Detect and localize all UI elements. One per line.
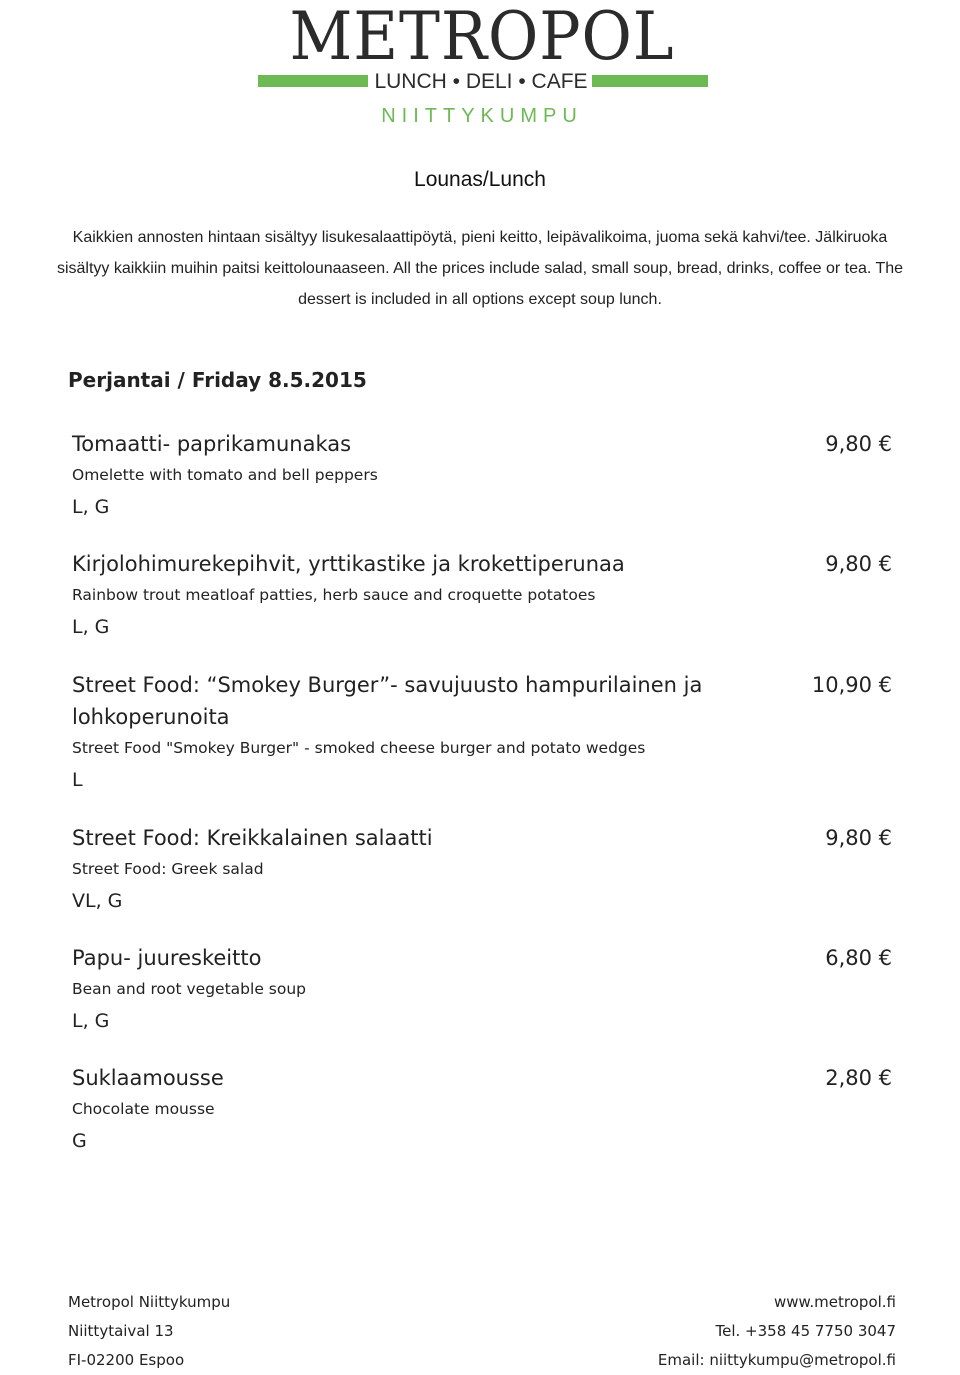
footer-contact [658,1288,896,1375]
footer-company-name: Metropol Niittykumpu [68,1293,231,1311]
menu-item [72,942,892,1038]
intro-line-2: sisältyy kaikkiin muihin paitsi keittolounaaseen. All the prices include salad, small soup, bread, drinks, coffee or tea. The [56,260,904,277]
day-title: Perjantai / Friday 8.5.2015 [68,368,367,392]
menu-item-price: 2,80 € [825,1066,892,1090]
menu-item-description: Rainbow trout meatloaf patties, herb sauce and croquette potatoes [72,586,596,604]
menu-item [72,822,892,918]
footer-address [68,1288,230,1375]
intro-line-3: dessert is included in all options except soup lunch. [298,291,662,308]
menu-item [72,669,892,797]
menu-item-description: Omelette with tomato and bell peppers [72,466,378,484]
footer-email[interactable]: Email: niittykumpu@metropol.fi [657,1351,896,1369]
menu-item [72,428,892,524]
menu-item-price: 10,90 € [811,673,892,697]
menu-item-description: Bean and root vegetable soup [72,980,306,998]
menu-item-diet: L [72,769,83,791]
menu-item [72,1062,892,1158]
menu-item-name: Suklaamousse [72,1066,224,1090]
intro-line-1: Kaikkien annosten hintaan sisältyy lisukesalaattipöytä, pieni keitto, leipävalikoima, juoma sekä kahvi/tee. Jälkiruoka [72,229,888,246]
menu-item-diet: L, G [72,1010,110,1032]
logo-green-bar-left [258,75,368,87]
footer-street: Niittytaival 13 [68,1322,174,1340]
menu-item-price: 6,80 € [825,946,892,970]
logo-tagline: LUNCH • DELI • CAFE [374,70,588,93]
footer-city: FI-02200 Espoo [68,1351,185,1369]
logo-name: METROPOL [289,0,675,75]
logo-green-bar-right [592,75,708,87]
menu-item-price: 9,80 € [825,826,892,850]
logo-location: NIITTYKUMPU [381,105,583,127]
menu-item-diet: G [72,1130,87,1152]
metropol-logo [252,0,712,130]
menu-item-diet: L, G [72,616,110,638]
menu-item-description: Chocolate mousse [72,1100,215,1118]
page-title: Lounas/Lunch [414,168,546,191]
menu-item [72,548,892,644]
menu-item-diet: VL, G [72,890,123,912]
footer-website-link[interactable]: www.metropol.fi [773,1293,896,1311]
menu-item-price: 9,80 € [825,432,892,456]
menu-item-price: 9,80 € [825,552,892,576]
menu-item-description: Street Food: Greek salad [72,860,264,878]
menu-item-description: Street Food "Smokey Burger" - smoked cheese burger and potato wedges [72,739,646,757]
menu-item-name: Street Food: Kreikkalainen salaatti [72,826,433,850]
menu-item-name: Tomaatti- paprikamunakas [72,432,352,456]
menu-item-name: Papu- juureskeitto [72,946,262,970]
menu-item-diet: L, G [72,496,110,518]
intro-text [0,222,960,315]
menu-item-name: Street Food: “Smokey Burger”- savujuusto hampurilainen ja lohkoperunoita [72,673,703,729]
footer-phone: Tel. +358 45 7750 3047 [715,1322,896,1340]
menu-item-name: Kirjolohimurekepihvit, yrttikastike ja krokettiperunaa [72,552,625,576]
